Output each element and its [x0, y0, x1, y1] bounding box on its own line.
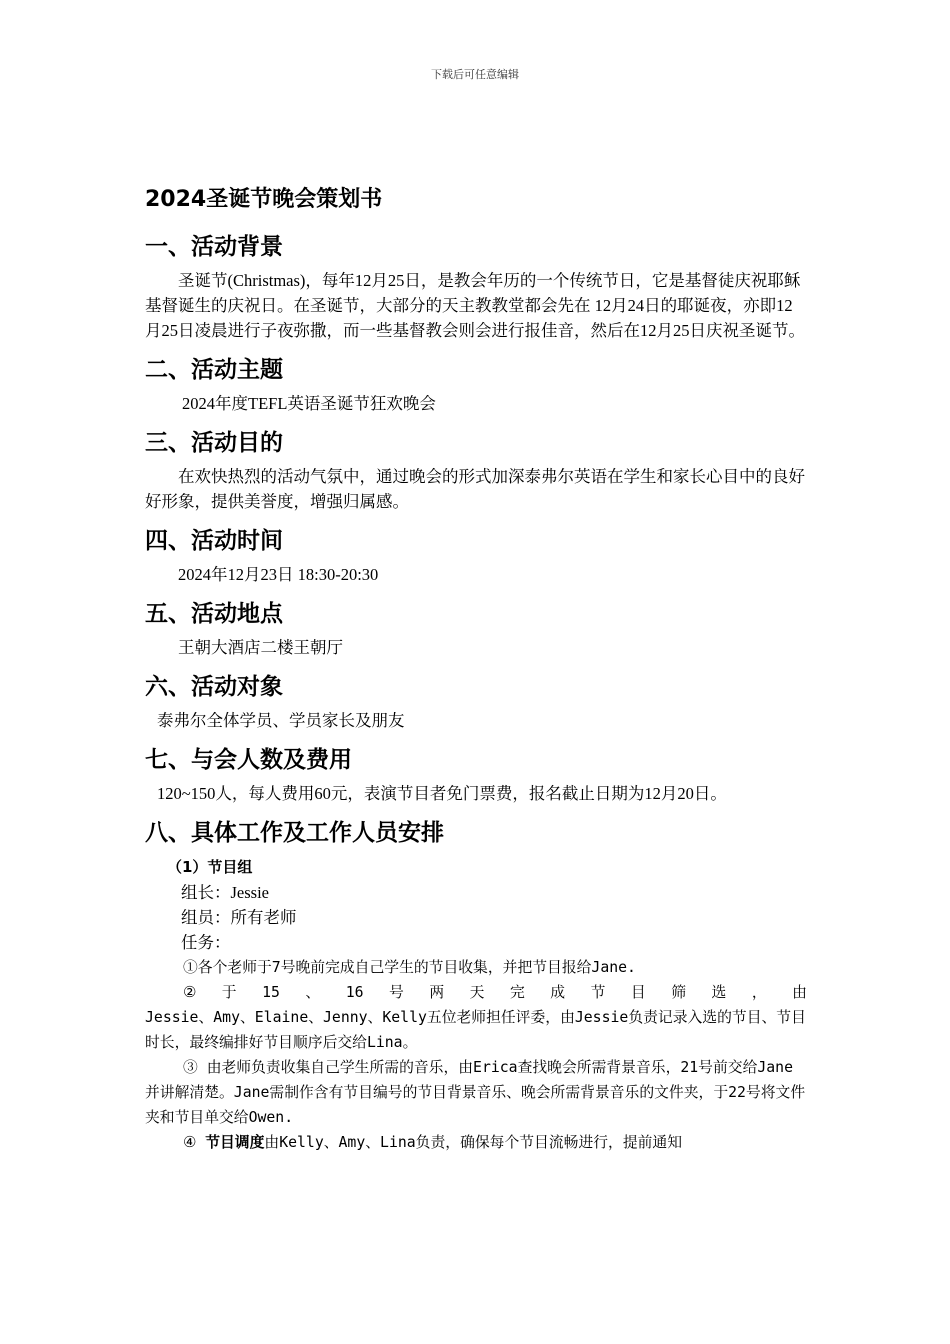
task-4-number: ④: [183, 1134, 206, 1151]
task-item-2-rest: Jessie、Amy、Elaine、Jenny、Kelly五位老师担任评委，由Jessie负责记录入选的节目、节目时长，最终编排好节目顺序后交给Lina。: [145, 1009, 806, 1051]
group-tasks-label: 任务：: [181, 933, 231, 952]
section-text-time: 2024年12月23日 18:30-20:30: [178, 565, 379, 584]
header-note: 下载后可任意编辑: [431, 68, 519, 81]
section-heading-location: 五、活动地点: [145, 601, 283, 627]
spread-char: 15: [262, 984, 280, 1001]
spread-char: 成: [550, 984, 566, 1001]
spread-char: 天: [469, 984, 485, 1001]
spread-char: 完: [509, 984, 525, 1001]
spread-char: 、: [305, 984, 321, 1001]
spread-char: ，: [751, 984, 767, 1001]
section-heading-audience: 六、活动对象: [145, 674, 283, 700]
spread-char: 筛: [671, 984, 687, 1001]
spread-char: 由: [792, 984, 807, 1001]
section-text-purpose: 在欢快热烈的活动气氛中，通过晚会的形式加深泰弗尔英语在学生和家长心目中的良好好形象，提供美誉度，增强归属感。: [145, 467, 805, 511]
section-text-location: 王朝大酒店二楼王朝厅: [178, 638, 343, 657]
spread-char: 16: [345, 984, 364, 1001]
group-members: 组员：所有老师: [181, 908, 297, 927]
section-text-audience: 泰弗尔全体学员、学员家长及朋友: [157, 711, 405, 730]
section-text-attendance-fee: 120~150人，每人费用60元，表演节目者免门票费，报名截止日期为12月20日。: [157, 784, 727, 803]
task-item-1: ①各个老师于7号晚前完成自己学生的节目收集，并把节目报给Jane.: [183, 959, 636, 976]
group-subheading: （1）节目组: [167, 858, 253, 876]
section-heading-attendance-fee: 七、与会人数及费用: [145, 747, 352, 773]
spread-char: 两: [429, 984, 445, 1001]
task-item-3: ③ 由老师负责收集自己学生所需的音乐，由Erica查找晚会所需背景音乐，21号前交给Jane并讲解清楚。Jane需制作含有节目编号的节目背景音乐、晚会所需背景音乐的文件夹，于22号将文件夹和节目单交给Owen.: [145, 1059, 806, 1126]
group-leader: 组长：Jessie: [181, 883, 269, 902]
task-4-bold-term: 节目调度: [205, 1134, 265, 1151]
section-heading-background: 一、活动背景: [145, 234, 283, 260]
document-title: 2024圣诞节晚会策划书: [145, 187, 383, 212]
section-text-background: 圣诞节(Christmas)，每年12月25日，是教会年历的一个传统节日，它是基督徒庆祝耶稣基督诞生的庆祝日。在圣诞节，大部分的天主教教堂都会先在 12月24日的耶诞夜，亦即12月25日凌晨进行子夜弥撒，而一些基督教会则会进行报佳音，然后在12月25日庆祝圣诞节。: [145, 271, 805, 340]
section-heading-time: 四、活动时间: [145, 528, 283, 554]
task-item-4: [145, 1130, 807, 1155]
spread-char: 节: [590, 984, 606, 1001]
section-heading-staffing: 八、具体工作及工作人员安排: [145, 820, 444, 846]
section-text-theme: 2024年度TEFL英语圣诞节狂欢晚会: [182, 394, 436, 413]
spread-char: 目: [630, 984, 646, 1001]
section-heading-theme: 二、活动主题: [145, 357, 283, 383]
spread-char: 号: [389, 984, 404, 1001]
spread-char: ②: [183, 984, 197, 1001]
task-4-text: 由Kelly、Amy、Lina负责，确保每个节目流畅进行，提前通知: [264, 1134, 683, 1151]
spread-char: 选: [711, 984, 727, 1001]
document-body: [145, 180, 807, 1155]
section-heading-purpose: 三、活动目的: [145, 430, 283, 456]
task-item-2-first-line: [145, 980, 807, 1005]
spread-char: 于: [221, 984, 237, 1001]
